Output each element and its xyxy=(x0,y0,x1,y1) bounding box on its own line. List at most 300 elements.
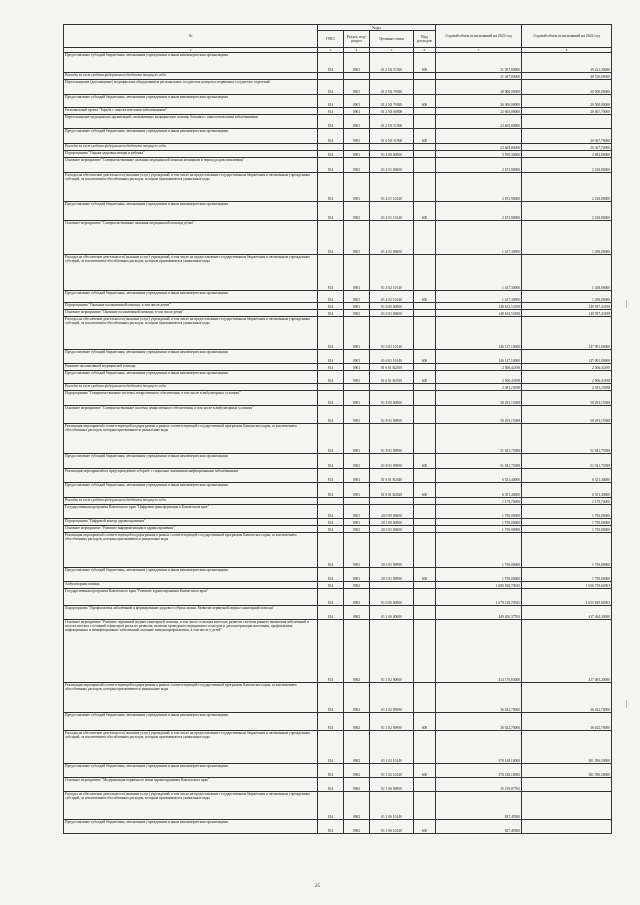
row-grbs-cell xyxy=(318,498,344,505)
row-name-cell: Реализация мероприятий соответствующей подпрограммы в рамках соответствующей государственной программы Камчатского края, за исключением обособленных расходов, которым присваиваются уникальные коды xyxy=(64,683,318,713)
row-name-cell: Подпрограмма "Оказание паллиативной помощи, в том числе детям" xyxy=(64,303,318,310)
row-cs-cell: 01 1 02 00000 xyxy=(370,620,414,683)
row-grbs-cell: 814 xyxy=(318,129,344,144)
row-grbs-cell: 814 xyxy=(318,519,344,526)
row-cs-cell: 01 0 00 00000 xyxy=(370,589,414,606)
row-name-cell: Государственная программа Камчатского края "Цифровая трансформация в Камчатском крае" xyxy=(64,505,318,519)
row-v23-cell: 1 750,00000 xyxy=(436,533,522,568)
row-grbs-cell: 814 xyxy=(318,683,344,713)
row-name-cell: Предоставление субсидий бюджетным, автономным учреждениям и иным некоммерческим организациям xyxy=(64,483,318,498)
row-v23-cell: 31 057,80000 xyxy=(436,73,522,80)
row-vr-cell: 600 xyxy=(414,568,436,582)
row-vr-cell xyxy=(414,683,436,713)
row-v23-cell: 51 941,75588 xyxy=(436,424,522,454)
row-rz-cell: 0901 xyxy=(344,173,370,202)
row-v23-cell: 2 506,43198 xyxy=(436,371,522,384)
row-name-cell: Развитие паллиативной медицинской помощи xyxy=(64,364,318,371)
row-rz-cell: 0902 xyxy=(344,683,370,713)
row-grbs-cell: 814 xyxy=(318,173,344,202)
row-rz-cell: 0901 xyxy=(344,483,370,498)
col-num: 7 xyxy=(436,48,522,53)
row-grbs-cell: 814 xyxy=(318,115,344,129)
row-v23-cell: 146 127,10000 xyxy=(436,317,522,350)
row-v23-cell: 23 665,80000 xyxy=(436,144,522,151)
row-name-cell: Предоставление субсидий бюджетным, автономным учреждениям и иным некоммерческим организациям xyxy=(64,764,318,778)
row-name-cell: Предоставление субсидий бюджетным, автономным учреждениям и иным некоммерческим организациям xyxy=(64,53,318,73)
row-v24-cell: 51 941,75588 xyxy=(522,454,612,469)
row-cs-cell: 20 0 00 00000 xyxy=(370,505,414,519)
row-v23-cell: 827,49500 xyxy=(436,792,522,820)
table-row xyxy=(64,519,612,526)
row-vr-cell xyxy=(414,424,436,454)
row-v24-cell xyxy=(522,820,612,834)
table-row xyxy=(64,820,612,834)
row-grbs-cell: 814 xyxy=(318,80,344,95)
row-cs-cell: 20 3 00 00000 xyxy=(370,519,414,526)
row-vr-cell xyxy=(414,505,436,519)
row-rz-cell: 0902 xyxy=(344,731,370,764)
row-v23-cell: 1 680 038,70945 xyxy=(436,582,522,589)
row-v23-cell: 1 417,30000 xyxy=(436,291,522,303)
row-v24-cell: 381 396,50000 xyxy=(522,764,612,778)
row-name-cell: Подпрограмма "Цифровой контур здравоохранения" xyxy=(64,519,318,526)
row-name-cell: Расходы на обеспечение деятельности (оказание услуг) учреждений, в том числе на предоставление государственным бюджетным и автономным учреждениям субсидий, за исключением обособленных расходов, которым присваиваются уникальные коды xyxy=(64,173,318,202)
row-v23-cell: 58 293,15588 xyxy=(436,406,522,424)
row-grbs-cell: 814 xyxy=(318,371,344,384)
row-v23-cell: 20 000,00000 xyxy=(436,80,522,95)
row-cs-cell: 20 3 01 09990 xyxy=(370,533,414,568)
row-v24-cell: 417 495,20000 xyxy=(522,620,612,683)
row-vr-cell: 600 xyxy=(414,202,436,221)
row-name-cell: Основное мероприятие "Развитие информатизации в здравоохранении" xyxy=(64,526,318,533)
row-vr-cell xyxy=(414,526,436,533)
row-name-cell: Расходы за счет средств федерального бюджета текущего года xyxy=(64,498,318,505)
table-row xyxy=(64,764,612,778)
row-grbs-cell: 814 xyxy=(318,391,344,406)
row-v24-cell: 58 293,15588 xyxy=(522,406,612,424)
row-vr-cell: 600 xyxy=(414,454,436,469)
row-vr-cell xyxy=(414,589,436,606)
table-row xyxy=(64,129,612,144)
row-rz-cell: 0901 xyxy=(344,391,370,406)
header-razdel: Раздел, под-раздел xyxy=(344,31,370,48)
row-vr-cell xyxy=(414,317,436,350)
row-cs-cell: 01 8 01 00000 xyxy=(370,406,414,424)
row-v24-cell: 381 396,50000 xyxy=(522,731,612,764)
row-name-cell: Расходы на обеспечение деятельности (оказание услуг) учреждений, в том числе на предоставление государственным бюджетным и автономным учреждениям субсидий, за исключением обособленных расходов, которым присваиваются уникальные коды xyxy=(64,731,318,764)
row-cs-cell xyxy=(370,73,414,80)
table-row xyxy=(64,391,612,406)
table-row xyxy=(64,589,612,606)
row-grbs-cell: 814 xyxy=(318,221,344,255)
table-row xyxy=(64,350,612,364)
col-num: 2 xyxy=(64,48,318,53)
row-v23-cell: 827,49500 xyxy=(436,820,522,834)
row-v24-cell: 149 597,43198 xyxy=(522,310,612,317)
row-v24-cell: 6 351,40000 xyxy=(522,483,612,498)
row-grbs-cell: 814 xyxy=(318,255,344,291)
row-rz-cell: 0902 xyxy=(344,582,370,589)
row-name-cell: Основное мероприятие "Совершенствование оказания медицинской помощи детям" xyxy=(64,221,318,255)
row-v23-cell: 1 417,30000 xyxy=(436,255,522,291)
row-v24-cell: 6 351,40000 xyxy=(522,469,612,483)
row-grbs-cell: 814 xyxy=(318,731,344,764)
row-name-cell: Реализация мероприятий соответствующей подпрограммы в рамках соответствующей государственной программы Камчатского края, за исключением обособленных расходов, которым присваиваются уникальные коды xyxy=(64,533,318,568)
row-vr-cell xyxy=(414,582,436,589)
row-vr-cell xyxy=(414,533,436,568)
row-vr-cell xyxy=(414,255,436,291)
row-vr-cell xyxy=(414,406,436,424)
row-cs-cell: 01 2 N2 51920 xyxy=(370,53,414,73)
row-rz-cell: 0901 xyxy=(344,221,370,255)
row-cs-cell: 01 1 02 10140 xyxy=(370,764,414,778)
table-row xyxy=(64,80,612,95)
table-row xyxy=(64,303,612,310)
row-v24-cell: 147 091,00000 xyxy=(522,317,612,350)
row-name-cell: Расходы на обеспечение деятельности (оказание услуг) учреждений, в том числе на предоставление государственным бюджетным и автономным учреждениям субсидий, за исключением обособленных расходов, которым присваиваются уникальные коды xyxy=(64,255,318,291)
row-rz-cell: 0901 xyxy=(344,317,370,350)
row-vr-cell xyxy=(414,620,436,683)
row-vr-cell xyxy=(414,144,436,151)
row-cs-cell xyxy=(370,498,414,505)
row-vr-cell: 600 xyxy=(414,95,436,108)
row-grbs-cell: 814 xyxy=(318,505,344,519)
row-v23-cell: 449 450,37765 xyxy=(436,606,522,620)
row-v24-cell: 1 750,00000 xyxy=(522,568,612,582)
col-num: 4 xyxy=(344,48,370,53)
table-row xyxy=(64,620,612,683)
table-row xyxy=(64,108,612,115)
row-rz-cell xyxy=(344,144,370,151)
row-name-cell: Предоставление субсидий бюджетным, автономным учреждениям и иным некоммерческим организациям xyxy=(64,371,318,384)
row-vr-cell: 600 xyxy=(414,764,436,778)
table-row xyxy=(64,731,612,764)
col-num: 5 xyxy=(370,48,414,53)
scan-edge-mark xyxy=(626,300,627,308)
row-v24-cell: 51 941,75588 xyxy=(522,424,612,454)
row-vr-cell xyxy=(414,173,436,202)
row-cs-cell: 01 4 02 10140 xyxy=(370,255,414,291)
row-v24-cell: 20 367,70000 xyxy=(522,108,612,115)
row-rz-cell: 0901 xyxy=(344,158,370,173)
table-row xyxy=(64,221,612,255)
row-vr-cell xyxy=(414,73,436,80)
row-rz-cell: 0901 xyxy=(344,519,370,526)
row-name-cell: Амбулаторная помощь xyxy=(64,582,318,589)
row-grbs-cell: 814 xyxy=(318,713,344,731)
row-cs-cell: 01 1 06 10140 xyxy=(370,792,414,820)
header-2024: Годовой объем ассигнований на 2024 год xyxy=(522,25,612,48)
row-vr-cell: 600 xyxy=(414,350,436,364)
row-name-cell: Основное мероприятие "Модернизация первичного звена здравоохранения Камчатского края" xyxy=(64,778,318,792)
row-grbs-cell: 814 xyxy=(318,792,344,820)
table-row xyxy=(64,202,612,221)
row-cs-cell: 01 8 01 09990 xyxy=(370,454,414,469)
table-row xyxy=(64,73,612,80)
row-cs-cell: 01 8 01 R2020 xyxy=(370,483,414,498)
row-name-cell: Основное мероприятие "Совершенствование системы лекарственного обеспечения, в том числе в амбулаторных условиях" xyxy=(64,406,318,424)
row-grbs-cell: 814 xyxy=(318,317,344,350)
row-rz-cell: 0901 xyxy=(344,80,370,95)
row-name-cell: Государственная программа Камчатского края "Развитие здравоохранения Камчатского края" xyxy=(64,589,318,606)
row-v23-cell: 378 148,10000 xyxy=(436,731,522,764)
table-row xyxy=(64,384,612,391)
row-vr-cell xyxy=(414,158,436,173)
row-grbs-cell: 814 xyxy=(318,469,344,483)
row-cs-cell: 01 8 00 00000 xyxy=(370,391,414,406)
row-grbs-cell: 814 xyxy=(318,151,344,158)
row-rz-cell: 0901 xyxy=(344,53,370,73)
row-name-cell: Предоставление субсидий бюджетным, автономным учреждениям и иным некоммерческим организациям xyxy=(64,713,318,731)
row-rz-cell: 0902 xyxy=(344,778,370,792)
row-v23-cell: 2 181,90000 xyxy=(436,202,522,221)
row-vr-cell xyxy=(414,778,436,792)
row-grbs-cell: 814 xyxy=(318,406,344,424)
row-vr-cell xyxy=(414,792,436,820)
row-vr-cell: 600 xyxy=(414,483,436,498)
table-row xyxy=(64,498,612,505)
table-row xyxy=(64,606,612,620)
row-name-cell: Основное мероприятие "Оказание паллиативной помощи, в том числе детям" xyxy=(64,310,318,317)
row-cs-cell: 01 4 01 10140 xyxy=(370,202,414,221)
table-row xyxy=(64,158,612,173)
row-v23-cell xyxy=(436,129,522,144)
col-num: 3 xyxy=(318,48,344,53)
header-2023: Годовой объем ассигнований на 2023 год xyxy=(436,25,522,48)
row-grbs-cell: 814 xyxy=(318,582,344,589)
page-number: 25 xyxy=(315,884,320,889)
table-row xyxy=(64,371,612,384)
row-rz-cell: 0902 xyxy=(344,764,370,778)
row-name-cell: Расходы на обеспечение деятельности (оказание услуг) учреждений, в том числе на предоставление государственным бюджетным и автономным учреждениям субсидий, за исключением обособленных расходов, которым присваиваются уникальные коды xyxy=(64,317,318,350)
row-rz-cell: 0901 xyxy=(344,526,370,533)
row-cs-cell xyxy=(370,582,414,589)
row-cs-cell: 01 6 00 00000 xyxy=(370,303,414,310)
table-row xyxy=(64,53,612,73)
table-row xyxy=(64,291,612,303)
row-vr-cell xyxy=(414,384,436,391)
row-v24-cell: 2 230,80000 xyxy=(522,173,612,202)
row-rz-cell: 0901 xyxy=(344,371,370,384)
row-v24-cell: 1 750,00000 xyxy=(522,505,612,519)
row-v23-cell: 2 181,90000 xyxy=(436,158,522,173)
row-grbs-cell: 814 xyxy=(318,568,344,582)
row-cs-cell: 01 6 01 R2010 xyxy=(370,364,414,371)
row-name-cell: Основное мероприятие "Совершенствование оказания медицинской помощи женщинам в период родовспоможения" xyxy=(64,158,318,173)
row-v24-cell: 20 500,00000 xyxy=(522,80,612,95)
row-v24-cell: 1 458,00000 xyxy=(522,255,612,291)
row-cs-cell: 01 4 01 10140 xyxy=(370,173,414,202)
row-v24-cell xyxy=(522,778,612,792)
row-cs-cell: 01 2 N3 00000 xyxy=(370,108,414,115)
row-v23-cell: 2 506,43198 xyxy=(436,364,522,371)
row-v24-cell: 1 750,00000 xyxy=(522,533,612,568)
row-grbs-cell: 814 xyxy=(318,483,344,498)
row-v23-cell: 51 941,75588 xyxy=(436,454,522,469)
row-rz-cell: 0902 xyxy=(344,820,370,834)
row-v24-cell: 3 684,80000 xyxy=(522,151,612,158)
row-vr-cell: 600 xyxy=(414,291,436,303)
row-vr-cell: 600 xyxy=(414,129,436,144)
row-rz-cell: 0901 xyxy=(344,350,370,364)
row-vr-cell xyxy=(414,364,436,371)
row-cs-cell: 01 6 01 R2010 xyxy=(370,371,414,384)
row-v23-cell: 58 293,15588 xyxy=(436,391,522,406)
row-grbs-cell: 814 xyxy=(318,533,344,568)
row-cs-cell: 01 4 00 00000 xyxy=(370,151,414,158)
row-cs-cell: 01 2 N2 70020 xyxy=(370,80,414,95)
row-name-cell: Расходы за счет средств федерального бюджета текущего года xyxy=(64,73,318,80)
row-rz-cell: 0902 xyxy=(344,606,370,620)
row-rz-cell: 0901 xyxy=(344,255,370,291)
row-v23-cell: 148 633,53198 xyxy=(436,310,522,317)
row-name-cell: Предоставление субсидий бюджетным, автономным учреждениям и иным некоммерческим организациям xyxy=(64,568,318,582)
table-row xyxy=(64,406,612,424)
row-grbs-cell: 814 xyxy=(318,589,344,606)
header-codes: Коды xyxy=(318,25,436,31)
row-v23-cell: 378 148,10000 xyxy=(436,764,522,778)
header-no: № xyxy=(64,25,318,48)
row-cs-cell: 01 1 02 10140 xyxy=(370,731,414,764)
row-grbs-cell: 814 xyxy=(318,108,344,115)
row-vr-cell xyxy=(414,391,436,406)
table-row xyxy=(64,424,612,454)
row-grbs-cell: 814 xyxy=(318,95,344,108)
row-vr-cell: 600 xyxy=(414,713,436,731)
col-num: 8 xyxy=(522,48,612,53)
row-rz-cell xyxy=(344,384,370,391)
row-name-cell: Предоставление субсидий бюджетным, автономным учреждениям и иным некоммерческим организациям xyxy=(64,95,318,108)
row-rz-cell: 0901 xyxy=(344,469,370,483)
row-v23-cell: 6 351,40000 xyxy=(436,483,522,498)
row-cs-cell: 01 8 01 R2020 xyxy=(370,469,414,483)
table-row xyxy=(64,173,612,202)
row-name-cell: Подпрограмма "Профилактика заболеваний и формирование здорового образа жизни. Развитие первичной медико-санитарной помощи" xyxy=(64,606,318,620)
row-cs-cell: 01 4 02 00000 xyxy=(370,221,414,255)
row-v23-cell: 35 239,07765 xyxy=(436,778,522,792)
row-v24-cell: 49 720,09000 xyxy=(522,73,612,80)
header-cs: Целевая статья xyxy=(370,31,414,48)
row-name-cell: Предоставление субсидий бюджетным, автономным учреждениям и иным некоммерческим организациям xyxy=(64,291,318,303)
table-row xyxy=(64,505,612,519)
row-v24-cell: 58 293,15588 xyxy=(522,391,612,406)
row-rz-cell: 0902 xyxy=(344,792,370,820)
table-row xyxy=(64,568,612,582)
row-grbs-cell: 814 xyxy=(318,310,344,317)
row-rz-cell: 0902 xyxy=(344,589,370,606)
row-cs-cell: 01 8 01 09990 xyxy=(370,424,414,454)
table-row xyxy=(64,310,612,317)
table-row xyxy=(64,115,612,129)
row-cs-cell xyxy=(370,384,414,391)
row-v24-cell: 36 022,70000 xyxy=(522,683,612,713)
row-name-cell: Расходы за счет средств федерального бюджета текущего года xyxy=(64,384,318,391)
row-grbs-cell xyxy=(318,384,344,391)
row-grbs-cell: 814 xyxy=(318,424,344,454)
table-row xyxy=(64,483,612,498)
row-v24-cell: 2 381,10938 xyxy=(522,384,612,391)
row-vr-cell: 600 xyxy=(414,371,436,384)
row-name-cell: Региональный проект "Борьба с онкологическими заболеваниями" xyxy=(64,108,318,115)
row-name-cell: Предоставление субсидий бюджетным, автономным учреждениям и иным некоммерческим организациям xyxy=(64,129,318,144)
row-v23-cell: 1 679 128,70945 xyxy=(436,589,522,606)
row-rz-cell: 0902 xyxy=(344,713,370,731)
row-v24-cell: 20 500,00000 xyxy=(522,95,612,108)
row-v24-cell: 2 230,80000 xyxy=(522,202,612,221)
row-grbs-cell: 814 xyxy=(318,820,344,834)
row-grbs-cell: 814 xyxy=(318,53,344,73)
row-name-cell: Подпрограмма "Совершенствование системы лекарственного обеспечения, в том числе в амбулаторных условиях" xyxy=(64,391,318,406)
row-cs-cell: 01 1 02 09990 xyxy=(370,683,414,713)
row-v24-cell: 1 656 739,64903 xyxy=(522,582,612,589)
header-grbs: ГРБС xyxy=(318,31,344,48)
row-name-cell: Переоснащение медицинских организаций, оказывающих медицинскую помощь больным с онкологическими заболеваниями xyxy=(64,115,318,129)
row-v24-cell: 417 464,30000 xyxy=(522,606,612,620)
row-cs-cell: 01 2 N3 51900 xyxy=(370,115,414,129)
table-row xyxy=(64,533,612,568)
row-cs-cell: 01 1 06 10140 xyxy=(370,820,414,834)
row-vr-cell xyxy=(414,115,436,129)
row-v23-cell: 1 750,00000 xyxy=(436,519,522,526)
row-name-cell: Предоставление субсидий бюджетным, автономным учреждениям и иным некоммерческим организациям xyxy=(64,820,318,834)
row-rz-cell: 0901 xyxy=(344,95,370,108)
row-vr-cell xyxy=(414,498,436,505)
row-v23-cell: 1 750,00000 xyxy=(436,505,522,519)
row-v23-cell: 3 599,30000 xyxy=(436,151,522,158)
row-cs-cell: 20 3 01 00000 xyxy=(370,526,414,533)
row-v23-cell: 23 665,80000 xyxy=(436,115,522,129)
row-v24-cell: 1 458,00000 xyxy=(522,221,612,255)
row-rz-cell: 0901 xyxy=(344,568,370,582)
row-name-cell: Предоставление субсидий бюджетным, автономным учреждениям и иным некоммерческим организациям xyxy=(64,202,318,221)
row-rz-cell xyxy=(344,498,370,505)
row-v24-cell: 20 367,70000 xyxy=(522,144,612,151)
row-cs-cell: 01 1 06 00000 xyxy=(370,778,414,792)
table-row xyxy=(64,792,612,820)
row-name-cell: Расходы на обеспечение деятельности (оказание услуг) учреждений, в том числе на предоставление государственным бюджетным и автономным учреждениям субсидий, за исключением обособленных расходов, которым присваиваются уникальные коды xyxy=(64,792,318,820)
row-vr-cell xyxy=(414,303,436,310)
row-v24-cell xyxy=(522,115,612,129)
row-v24-cell: 1 750,00000 xyxy=(522,526,612,533)
row-grbs-cell: 814 xyxy=(318,350,344,364)
row-grbs-cell: 814 xyxy=(318,620,344,683)
row-cs-cell: 01 4 01 00000 xyxy=(370,158,414,173)
row-v23-cell: 146 127,10000 xyxy=(436,350,522,364)
row-cs-cell: 01 6 01 10140 xyxy=(370,317,414,350)
row-v24-cell: 1 458,00000 xyxy=(522,291,612,303)
row-vr-cell: 600 xyxy=(414,53,436,73)
row-name-cell: Подпрограмма "Охрана здоровья матери и ребенка" xyxy=(64,151,318,158)
row-rz-cell: 0901 xyxy=(344,533,370,568)
row-vr-cell xyxy=(414,731,436,764)
row-rz-cell: 0901 xyxy=(344,129,370,144)
row-grbs-cell: 814 xyxy=(318,606,344,620)
row-v23-cell: 1 175,70000 xyxy=(436,498,522,505)
row-rz-cell: 0901 xyxy=(344,310,370,317)
row-grbs-cell: 814 xyxy=(318,303,344,310)
row-v24-cell: 149 597,43198 xyxy=(522,303,612,310)
table-row xyxy=(64,95,612,108)
row-rz-cell: 0901 xyxy=(344,108,370,115)
table-row xyxy=(64,582,612,589)
budget-table xyxy=(63,24,612,834)
row-v24-cell: 147 091,00000 xyxy=(522,350,612,364)
row-v23-cell: 148 633,53198 xyxy=(436,303,522,310)
row-name-cell: Расходы за счет средств федерального бюджета текущего года xyxy=(64,144,318,151)
row-v23-cell: 20 000,00000 xyxy=(436,95,522,108)
row-name-cell: Предоставление субсидий бюджетным, автономным учреждениям и иным некоммерческим организациям xyxy=(64,350,318,364)
table-row xyxy=(64,454,612,469)
